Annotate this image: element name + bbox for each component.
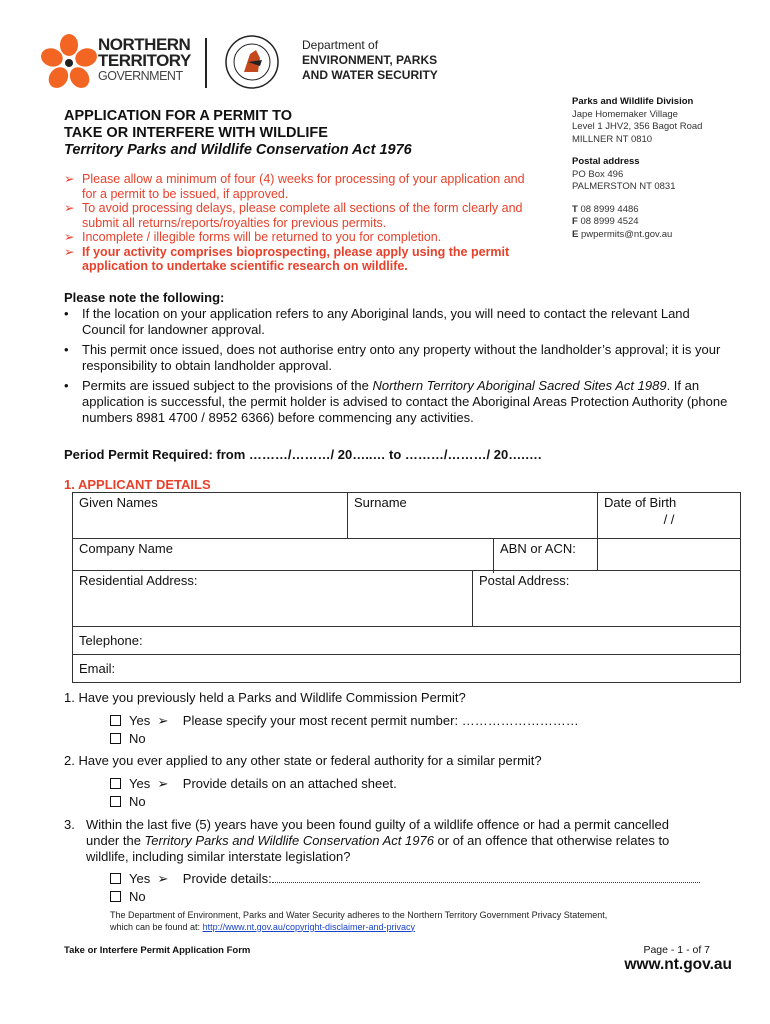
logo-divider <box>205 38 207 88</box>
privacy-link[interactable]: http://www.nt.gov.au/copyright-disclaimer-and-privacy <box>202 921 415 932</box>
division-name: Parks and Wildlife Division <box>572 96 694 107</box>
q1-yes-label: Yes <box>129 713 151 728</box>
form-title-line1: APPLICATION FOR A PERMIT TO <box>64 108 292 124</box>
note-item: • This permit once issued, does not authorise entry onto any property without the landholder’s approval; it is your responsibility to obtain landholder approval. <box>64 342 721 373</box>
company-name-field[interactable]: Company Name <box>73 539 598 571</box>
instruction-item: ➢ Please allow a minimum of four (4) weeks for processing of your application and for a permit to be issued, if approved. <box>64 172 525 201</box>
q3-yes-checkbox[interactable] <box>110 873 121 884</box>
residential-address-field[interactable]: Residential Address: <box>73 571 473 627</box>
privacy-line1: The Department of Environment, Parks and Water Security adheres to the Northern Territory Government Privacy Statement, <box>110 910 608 920</box>
phone-label: T <box>572 203 578 215</box>
dept-line3: AND WATER SECURITY <box>302 68 438 82</box>
period-required[interactable]: Period Permit Required: from ………/………/ 20…..… to ………/………/ 20….…. <box>64 447 542 462</box>
q3-no-label: No <box>129 889 146 904</box>
instruction-item: ➢ Incomplete / illegible forms will be returned to you for completion. <box>64 230 442 244</box>
section1-heading: 1. APPLICANT DETAILS <box>64 477 211 492</box>
question-1: 1. Have you previously held a Parks and Wildlife Commission Permit? <box>64 690 466 705</box>
dob-field[interactable]: Date of Birth / / <box>598 493 741 539</box>
instruction-item: ➢ To avoid processing delays, please complete all sections of the form clearly and submit all returns/reports/royalties for previous permits. <box>64 201 523 230</box>
instruction-item: ➢ If your activity comprises bioprospecting, please apply using the permit application to undertake scientific research on wildlife. <box>64 244 510 273</box>
nt-flower-icon <box>40 34 98 92</box>
q3-detail-label: Provide details: <box>182 871 272 886</box>
question-3: 3. Within the last five (5) years have you been found guilty of a wildlife offence or had a permit cancelled under the Territory Parks and Wildlife Conservation Act 1976 or of an offence that otherwise relates to wildlife, including similar interstate legislation? <box>64 817 670 864</box>
q2-yes-label: Yes <box>129 776 151 791</box>
footer-page-number: Page - 1 - of 7 <box>643 944 710 956</box>
instructions-list <box>64 172 530 274</box>
notes-heading: Please note the following: <box>64 290 225 305</box>
q1-detail[interactable]: Please specify your most recent permit number: ……………………… <box>182 713 579 728</box>
address-block <box>572 96 762 241</box>
footer-form-name: Take or Interfere Permit Application Form <box>64 945 251 956</box>
abn-field[interactable] <box>598 539 741 571</box>
q1-yes-checkbox[interactable] <box>110 715 121 726</box>
form-title-line2: TAKE OR INTERFERE WITH WILDLIFE <box>64 125 328 141</box>
address-line3: MILLNER NT 0810 <box>572 133 653 145</box>
q1-no-label: No <box>129 731 146 746</box>
email-value[interactable]: pwpermits@nt.gov.au <box>580 228 673 240</box>
note-item: • If the location on your application refers to any Aboriginal lands, you will need to contact the relevant Land Council for landowner approval. <box>64 306 690 337</box>
abn-divider <box>493 539 494 573</box>
nt-logo-government: GOVERNMENT <box>98 69 183 83</box>
form-title-act: Territory Parks and Wildlife Conservation Act 1976 <box>64 142 412 158</box>
q3-no-checkbox[interactable] <box>110 891 121 902</box>
email-label: E <box>572 228 579 240</box>
q1-no-checkbox[interactable] <box>110 733 121 744</box>
privacy-line2: which can be found at: <box>110 921 203 932</box>
fax-value: 08 8999 4524 <box>580 216 639 227</box>
postal-heading: Postal address <box>572 156 640 167</box>
q2-yes-checkbox[interactable] <box>110 778 121 789</box>
footer-website[interactable]: www.nt.gov.au <box>624 956 732 973</box>
question-2: 2. Have you ever applied to any other state or federal authority for a similar permit? <box>64 753 542 768</box>
nt-logo-northern: NORTHERN <box>98 35 191 54</box>
email-field[interactable]: Email: <box>73 655 741 683</box>
surname-field[interactable]: Surname <box>348 493 598 539</box>
nt-government-logo <box>40 34 200 92</box>
nt-logo-territory: TERRITORY <box>98 51 191 70</box>
wildlife-emblem-icon <box>222 34 282 90</box>
phone-value: 08 8999 4486 <box>580 203 639 215</box>
q2-no-label: No <box>129 794 146 809</box>
dept-line1: Department of <box>302 38 379 52</box>
given-names-field[interactable]: Given Names <box>73 493 348 539</box>
fax-label: F <box>572 216 578 227</box>
q3-detail-input[interactable] <box>272 870 700 883</box>
note-item: • Permits are issued subject to the provisions of the Northern Territory Aboriginal Sacred Sites Act 1989. If an application is successful, the permit holder is advised to contact the Aboriginal Areas Protection Authority (phone numbers 8981 4700 / 8952 6366) before commencing any activities. <box>64 378 728 425</box>
address-line2: Level 1 JHV2, 356 Bagot Road <box>572 121 703 132</box>
q2-detail: Provide details on an attached sheet. <box>182 776 397 791</box>
parks-wildlife-emblem <box>222 34 282 90</box>
q2-no-checkbox[interactable] <box>110 796 121 807</box>
postal-address-field[interactable]: Postal Address: <box>473 571 741 627</box>
telephone-field[interactable]: Telephone: <box>73 627 741 655</box>
applicant-details-table <box>72 492 741 683</box>
abn-label: ABN or ACN: <box>500 541 576 556</box>
q3-yes-label: Yes <box>129 871 151 886</box>
address-line1: Jape Homemaker Village <box>572 108 678 120</box>
postal-line1: PO Box 496 <box>572 168 624 180</box>
dept-line2: ENVIRONMENT, PARKS <box>302 53 438 67</box>
postal-line2: PALMERSTON NT 0831 <box>572 181 676 192</box>
